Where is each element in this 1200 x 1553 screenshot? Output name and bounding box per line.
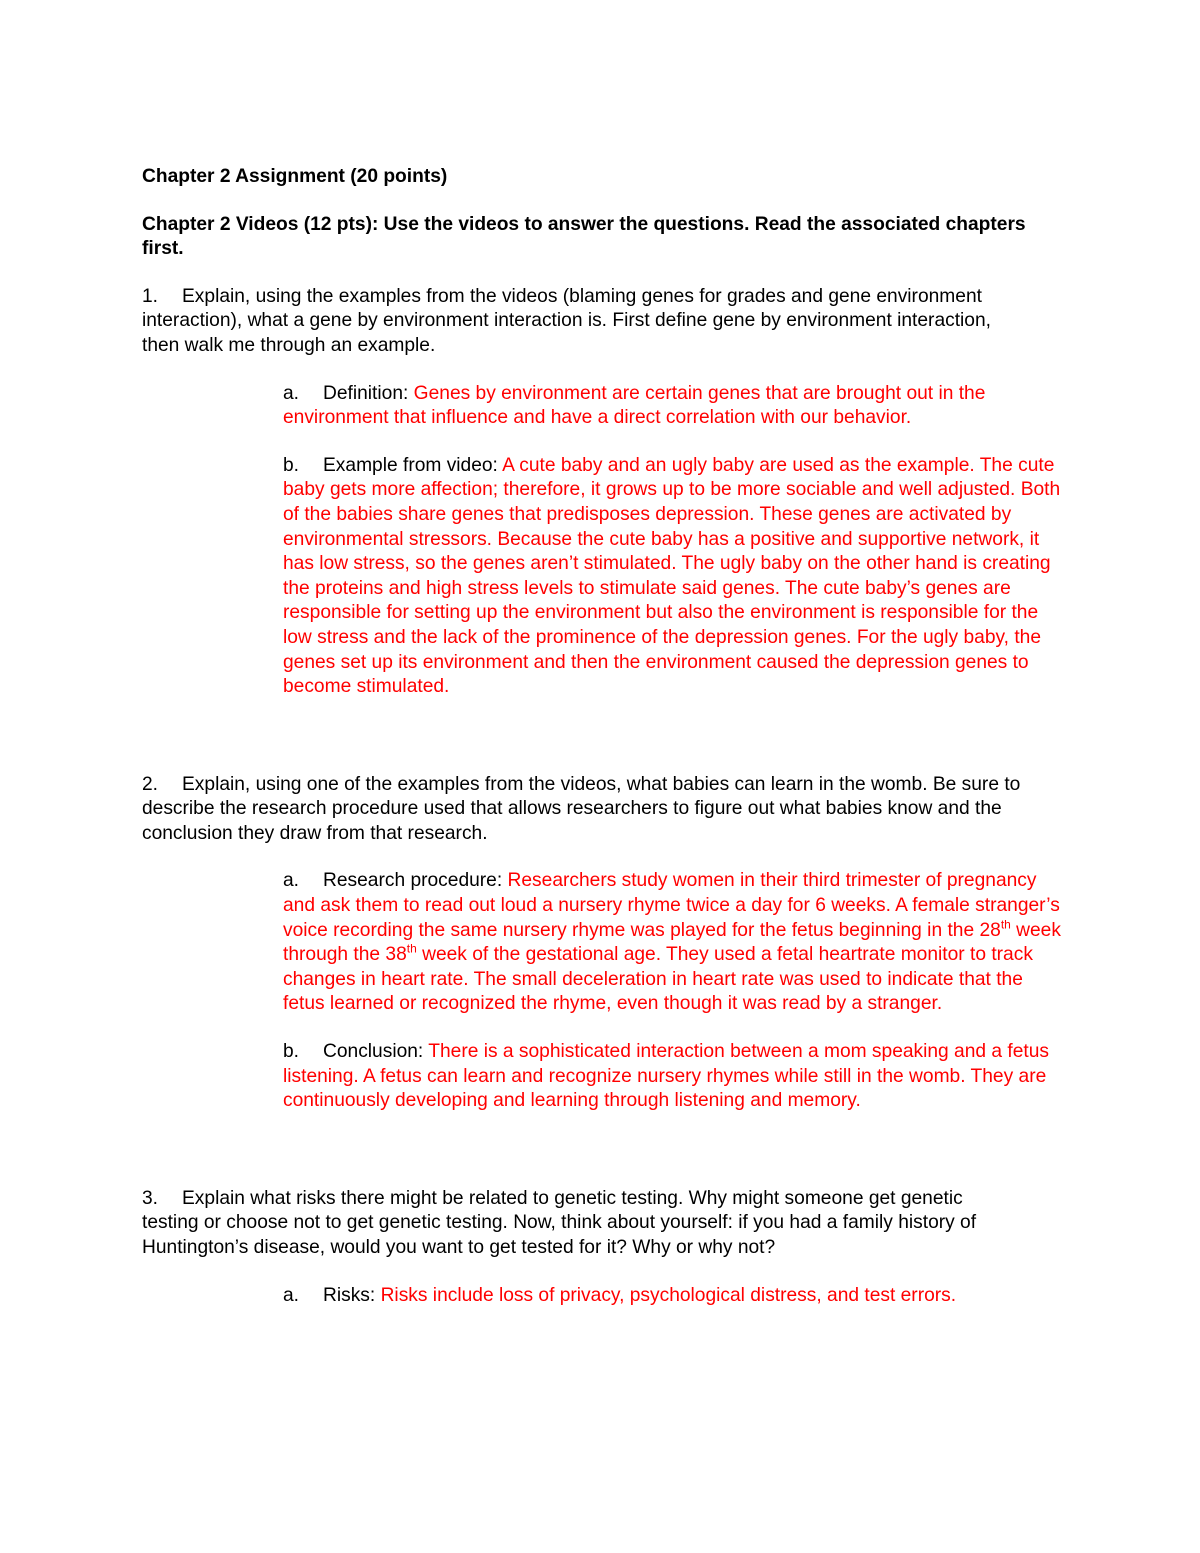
- item-marker: a.: [283, 382, 300, 404]
- question-number: 1.: [142, 285, 159, 307]
- item-label: Definition:: [323, 382, 409, 404]
- item-label: Example from video:: [323, 454, 498, 476]
- question-2: [142, 773, 1022, 847]
- question-text: Explain, using one of the examples from the videos, what babies can learn in the womb. Be sure to describe the research procedure used that allows researchers to figure out what babies know and the conclusion they draw from that research.: [142, 773, 1021, 844]
- item-marker: b.: [283, 1041, 300, 1063]
- ordinal-suffix: th: [1000, 917, 1011, 932]
- answer-text-part: Researchers study women in their third trimester of pregnancy and ask them to read out loud a nursery rhyme twice a day for 6 weeks. A female stranger’s voice recording the same nursery rhyme was played for the fetus beginning in the 28: [283, 870, 1060, 941]
- question-3: [142, 1187, 1022, 1261]
- answer-text: Genes by environment are certain genes that are brought out in the environment that influence and have a direct correlation with our behavior.: [283, 382, 986, 429]
- section-heading: Chapter 2 Videos (12 pts): Use the videos to answer the questions. Read the associated chapters first.: [142, 213, 1026, 260]
- question-1-item-b: [283, 454, 1063, 700]
- answer-text: A cute baby and an ugly baby are used as the example. The cute baby gets more affection; therefore, it grows up to be more sociable and well adjusted. Both of the babies share genes that predisposes depression. These genes are activated by environmental stressors. Because the cute baby has a positive and supportive network, it has low stress, so the genes aren’t stimulated. The ugly baby on the other hand is creating the proteins and high stress levels to stimulate said genes. The cute baby’s genes are responsible for setting up the environment but also the environment is responsible for the low stress and the lack of the prominence of the depression genes. For the ugly baby, the genes set up its environment and then the environment caused the depression genes to become stimulated.: [283, 454, 1061, 698]
- ordinal-suffix: th: [406, 941, 417, 956]
- question-1: [142, 285, 1022, 359]
- answer-text-part: week through the 38: [283, 919, 1061, 966]
- question-1-item-a: [283, 382, 1063, 431]
- question-3-item-a: [283, 1284, 1063, 1309]
- question-text: Explain what risks there might be related to genetic testing. Why might someone get genetic testing or choose not to get genetic testing. Now, think about yourself: if you had a family history of Huntington’s disease, would you want to get tested for it? Why or why not?: [142, 1187, 977, 1258]
- item-label: Risks:: [323, 1284, 376, 1306]
- item-marker: a.: [283, 870, 300, 892]
- answer-text: Risks include loss of privacy, psychological distress, and test errors.: [380, 1284, 957, 1306]
- question-number: 2.: [142, 773, 159, 795]
- question-2-item-b: [283, 1040, 1063, 1114]
- answer-text: There is a sophisticated interaction between a mom speaking and a fetus listening. A fetus can learn and recognize nursery rhymes while still in the womb. They are continuously developing and learning through listening and memory.: [283, 1041, 1050, 1112]
- answer-text: [283, 870, 1061, 1014]
- page-title: Chapter 2 Assignment (20 points): [142, 166, 448, 187]
- answer-text-part: week of the gestational age. They used a fetal heartrate monitor to track changes in heart rate. The small deceleration in heart rate was used to indicate that the fetus learned or recognized the rhyme, even though it was read by a stranger.: [283, 944, 1033, 1015]
- item-label: Conclusion:: [323, 1041, 424, 1063]
- question-2-item-a: [283, 869, 1063, 1017]
- question-text: Explain, using the examples from the videos (blaming genes for grades and gene environment interaction), what a gene by environment interaction is. First define gene by environment interaction, then walk me through an example.: [142, 285, 991, 356]
- item-label: Research procedure:: [323, 870, 503, 892]
- item-marker: b.: [283, 454, 300, 476]
- item-marker: a.: [283, 1284, 300, 1306]
- question-number: 3.: [142, 1187, 159, 1209]
